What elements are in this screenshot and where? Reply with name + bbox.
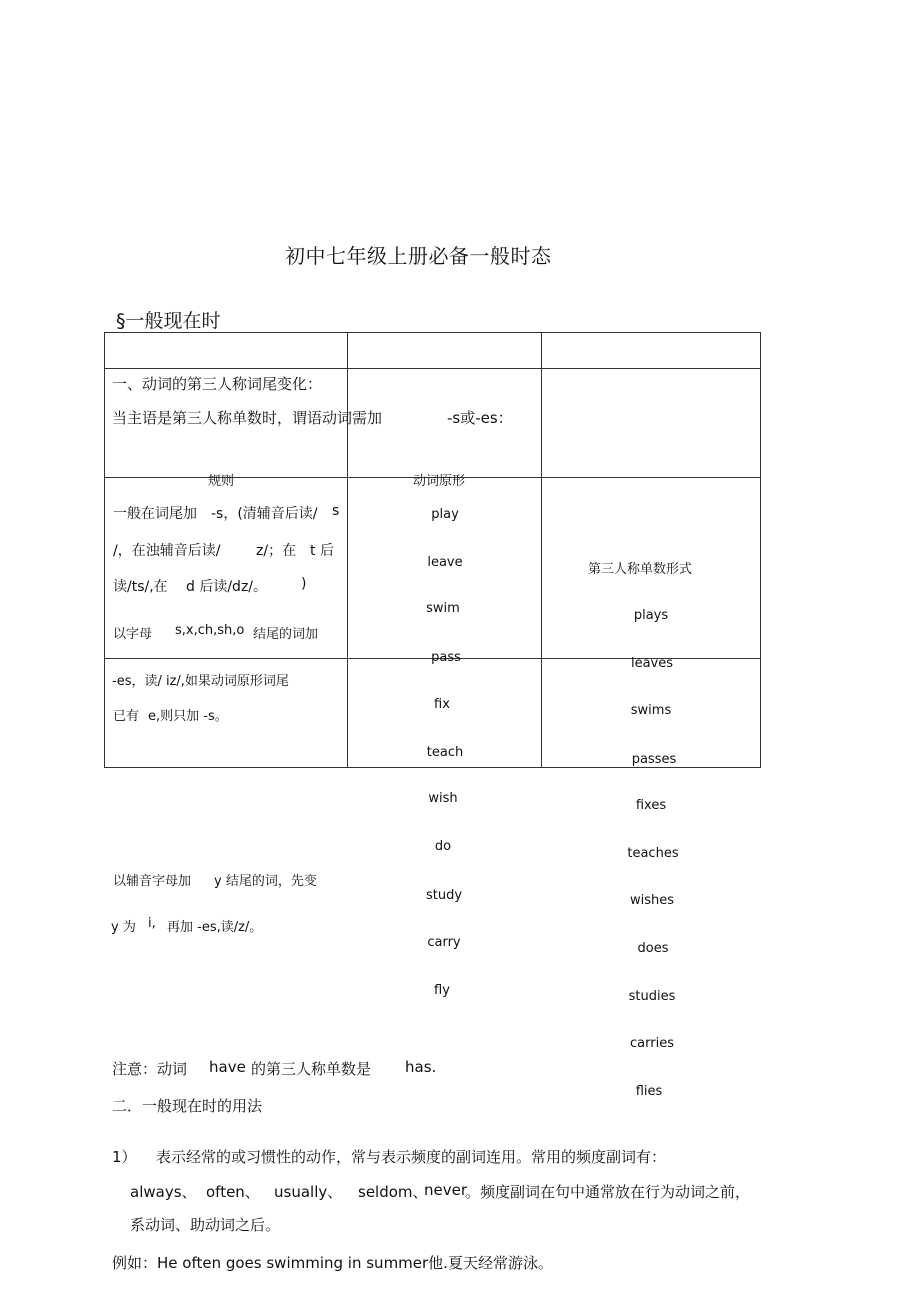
rule2-text: s,x,ch,sh,o [175, 623, 245, 638]
rule1-text: t 后 [310, 543, 334, 559]
third-person-word: studies [628, 989, 676, 1004]
note-text: have [209, 1058, 246, 1076]
usage-heading: 二．一般现在时的用法 [112, 1097, 263, 1115]
rule-intro-suffix: -s或-es： [447, 409, 513, 427]
rule1-text: 一般在词尾加 [113, 506, 197, 522]
third-person-word: teaches [627, 846, 679, 861]
rule1-text: s [332, 503, 340, 519]
rule2-text: 结尾的词加 [253, 627, 319, 642]
base-form-word: do [434, 839, 452, 854]
rule2-text: e,则只加 -s。 [148, 709, 228, 724]
document-title: 初中七年级上册必备一般时态 [285, 244, 552, 268]
base-form-word: carry [427, 935, 461, 950]
header-rule: 规则 [208, 474, 235, 489]
rule2-text: 以字母 [113, 627, 153, 642]
third-person-word: fixes [635, 798, 667, 813]
third-person-word: swims [630, 703, 672, 718]
usage1-line3: 系动词、助动词之后。 [130, 1216, 281, 1234]
third-person-word: carries [630, 1036, 674, 1051]
rule1-text: ) [301, 576, 307, 592]
rule1-text: /，在浊辅音后读/ [113, 543, 221, 559]
rule3-text: 再加 -es,读/z/。 [167, 920, 263, 935]
adverb: seldom、 [358, 1183, 428, 1201]
adverb: never [424, 1181, 468, 1199]
third-person-word: does [637, 941, 669, 956]
base-form-word: swim [426, 601, 460, 616]
section-heading: §一般现在时 [116, 310, 221, 332]
base-form-word: leave [427, 555, 463, 570]
adverb: often、 [206, 1183, 260, 1201]
note-text: 的第三人称单数是 [251, 1060, 372, 1078]
note-text: 注意：动词 [112, 1060, 188, 1078]
rule1-text: -s，(清辅音后读/ [211, 506, 318, 522]
third-person-word: wishes [629, 893, 675, 908]
rule2-text: 已有 [113, 709, 140, 724]
base-form-word: fly [434, 983, 450, 998]
note-text: has. [405, 1058, 437, 1076]
third-person-word: flies [635, 1084, 663, 1099]
header-base-form: 动词原形 [413, 474, 466, 489]
base-form-word: wish [428, 791, 458, 806]
rule3-text: 以辅音字母加 [113, 874, 192, 889]
base-form-word: teach [426, 745, 464, 760]
header-third-person: 第三人称单数形式 [588, 562, 693, 577]
adverb: always、 [130, 1183, 197, 1201]
base-form-word: fix [434, 697, 450, 712]
rule3-text: i, [148, 916, 156, 931]
usage1-text: 表示经常的或习惯性的动作，常与表示频度的副词连用。常用的频度副词有： [156, 1148, 667, 1166]
third-person-word: plays [633, 608, 669, 623]
adverb: usually、 [274, 1183, 343, 1201]
rule-intro-line1: 一、动词的第三人称词尾变化： [112, 375, 323, 393]
example-sentence: 例如：He often goes swimming in summer他.夏天经常游泳。 [112, 1254, 553, 1272]
rule-intro-line2: 当主语是第三人称单数时，谓语动词需加 [112, 409, 383, 427]
rule3-text: y 为 [111, 920, 136, 935]
rule1-text: d 后读/dz/。 [186, 579, 268, 595]
third-person-word: passes [631, 752, 677, 767]
base-form-word: play [431, 507, 459, 522]
rule1-text: 读/ts/,在 [113, 579, 168, 595]
base-form-word: study [425, 888, 463, 903]
base-form-word: pass [431, 650, 461, 665]
rule3-text: y 结尾的词，先变 [214, 874, 317, 889]
third-person-word: leaves [630, 656, 674, 671]
usage1-number: 1） [112, 1148, 137, 1166]
usage1-tail: 。频度副词在句中通常放在行为动词之前， [465, 1183, 751, 1201]
rule1-text: z/；在 [256, 543, 297, 559]
rule2-text: -es，读/ iz/,如果动词原形词尾 [112, 674, 289, 689]
